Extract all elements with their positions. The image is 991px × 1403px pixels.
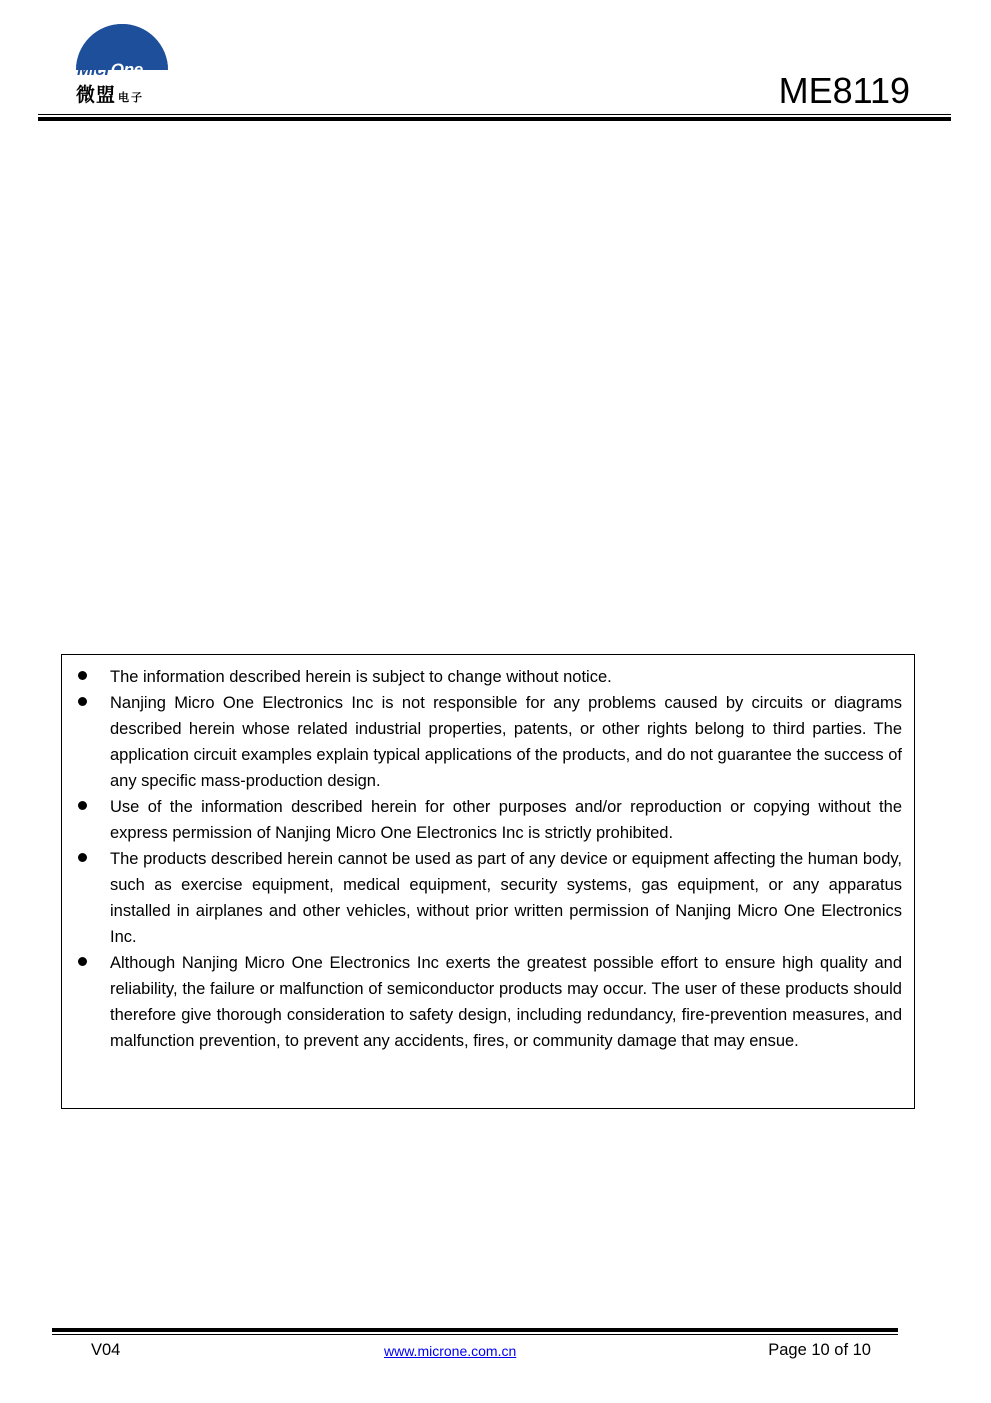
logo-wordmark: MicrOne [77, 60, 143, 79]
disclaimer-item [62, 846, 914, 950]
footer-divider-thick [52, 1328, 898, 1332]
disclaimer-text: The information described herein is subject to change without notice. [110, 668, 612, 686]
disclaimer-text: The products described herein cannot be used as part of any device or equipment affecting the human body, such as exercise equipment, medical equipment, security systems, gas equipment, or any apparatus installed in airplanes and other vehicles, without prior written permission of Nanjing Micro One Electronics Inc. [110, 850, 902, 946]
disclaimer-text: Nanjing Micro One Electronics Inc is not responsible for any problems caused by circuits or diagrams described herein whose related industrial properties, patents, or other rights belong to third parties. The application circuit examples explain typical applications of the products, and do not guarantee the success of any specific mass-production design. [110, 694, 902, 790]
bullet-icon [78, 853, 87, 862]
disclaimer-item [62, 664, 914, 690]
header-divider-thin [38, 114, 951, 115]
bullet-icon [78, 671, 87, 680]
version-label: V04 [91, 1341, 121, 1359]
bullet-icon [78, 957, 87, 966]
header-divider-thick [38, 117, 951, 121]
bullet-icon [78, 697, 87, 706]
document-title: ME8119 [778, 70, 910, 111]
website-link[interactable]: www.microne.com.cn [384, 1343, 517, 1359]
page-number: Page 10 of 10 [768, 1341, 871, 1359]
bullet-icon [78, 801, 87, 810]
logo-chinese-name: 微盟 电子 [76, 84, 145, 106]
disclaimer-item [62, 794, 914, 846]
footer-divider-thin [52, 1334, 898, 1335]
disclaimer-text: Use of the information described herein for other purposes and/or reproduction or copying without the express permission of Nanjing Micro One Electronics Inc is strictly prohibited. [110, 798, 902, 842]
disclaimer-item [62, 950, 914, 1054]
disclaimer-item [62, 690, 914, 794]
disclaimer-box [61, 654, 915, 1109]
disclaimer-text: Although Nanjing Micro One Electronics Inc exerts the greatest possible effort to ensure high quality and reliability, the failure or malfunction of semiconductor products may occur. The user of these products should therefore give thorough consideration to safety design, including redundancy, fire-prevention measures, and malfunction prevention, to prevent any accidents, fires, or community damage that may ensue. [110, 954, 902, 1050]
disclaimer-list [62, 664, 914, 1054]
